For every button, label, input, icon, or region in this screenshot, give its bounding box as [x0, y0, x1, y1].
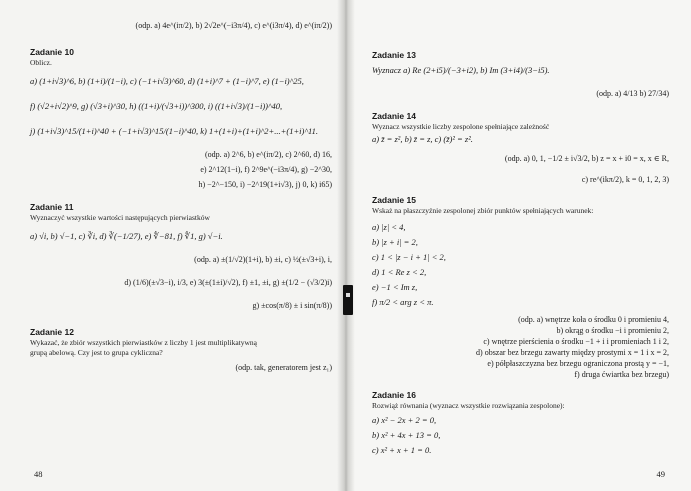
- task-10-row-1: a) (1+i√3)^6, b) (1+i)/(1−i), c) (−1+i√3)^60, d) (1+i)^7 + (1−i)^7, e) (1−i)^25,: [30, 76, 304, 86]
- task-14-instruction: Wyznacz wszystkie liczby zespolone spełniające zależność: [372, 122, 550, 131]
- task-15-answer-f: f) druga ćwiartka bez brzegu): [574, 370, 669, 379]
- task-12-title: Zadanie 12: [30, 327, 74, 337]
- book-gutter: [337, 0, 355, 491]
- task-12-text-2: grupą abelową. Czy jest to grupa cykliczna?: [30, 348, 163, 357]
- page-number-right: 49: [656, 469, 665, 479]
- task-11-title: Zadanie 11: [30, 202, 74, 212]
- task-10-answer-1: (odp. a) 2^6, b) e^(iπ/2), c) 2^60, d) 16,: [204, 150, 332, 159]
- task-14-row: a) z̄ = z², b) z̄ = z, c) (z̄)² = z².: [372, 134, 473, 144]
- task-16-item-a: a) x² − 2x + 2 = 0,: [372, 415, 437, 425]
- task-15-answer-b: b) okrąg o środku −i i promieniu 2,: [556, 326, 669, 335]
- binding-clip: [343, 285, 353, 315]
- task-15-item-e: e) −1 < Im z,: [372, 282, 418, 292]
- task-15-item-d: d) 1 < Re z < 2,: [372, 267, 427, 277]
- task-15-item-b: b) |z + i| = 2,: [372, 237, 418, 247]
- task-14-answer-1: (odp. a) 0, 1, −1/2 ± i√3/2, b) z = x + i0 = x, x ∈ R,: [504, 154, 669, 163]
- task-14-answer-2: c) re^(ikπ/2), k = 0, 1, 2, 3): [581, 175, 669, 184]
- task-10-row-2: f) (√2+i√2)^9, g) (√3+i)^30, h) ((1+i)/(√3+i))^300, i) ((1+i√3)/(1−i))^40,: [30, 101, 283, 111]
- task-16-title: Zadanie 16: [372, 390, 416, 400]
- task-12-text-1: Wykazać, że zbiór wszystkich pierwiastków z liczby 1 jest multiplikatywną: [30, 338, 257, 347]
- task-13-text: Wyznacz a) Re (2+i5)/(−3+i2), b) Im (3+i4)/(3−i5).: [372, 65, 550, 75]
- task-11-answer-1: (odp. a) ±(1/√2)(1+i), b) ±i, c) ½(±√3+i), i,: [194, 255, 332, 264]
- task-11-row: a) √i, b) √−1, c) ∛i, d) ∛(−1/27), e) ∜−81, f) ∜1, g) √−i.: [30, 231, 223, 241]
- task-10-title: Zadanie 10: [30, 47, 74, 57]
- task-15-instruction: Wskaż na płaszczyźnie zespolonej zbiór punktów spełniających warunek:: [372, 206, 594, 215]
- top-answer: (odp. a) 4e^(iπ/2), b) 2√2e^(−i3π/4), c) e^(i3π/4), d) e^(iπ/2)): [135, 21, 332, 30]
- task-11-instruction: Wyznaczyć wszystkie wartości następujących pierwiastków: [30, 213, 210, 222]
- binding-clip-hole: [346, 293, 350, 297]
- task-16-item-b: b) x² + 4x + 13 = 0,: [372, 430, 441, 440]
- task-15-answer-a: (odp. a) wnętrze koła o środku 0 i promieniu 4,: [518, 315, 669, 324]
- right-page: [346, 0, 691, 491]
- task-11-answer-2: d) (1/6)(±√3−i), i/3, e) 3(±(1±i)/√2), f) ±1, ±i, g) ±(1/2 − (√3/2)i): [124, 278, 332, 287]
- task-10-instruction: Oblicz.: [30, 58, 52, 67]
- task-15-title: Zadanie 15: [372, 195, 416, 205]
- task-10-answer-2: e) 2^12(1−i), f) 2^9e^(−i3π/4), g) −2^30,: [200, 165, 332, 174]
- task-12-answer: (odp. tak, generatorem jest z₁): [235, 363, 332, 372]
- task-13-title: Zadanie 13: [372, 50, 416, 60]
- task-11-answer-3: g) ±cos(π/8) ± i sin(π/8)): [252, 301, 332, 310]
- task-15-item-a: a) |z| < 4,: [372, 222, 406, 232]
- task-13-answer: (odp. a) 4/13 b) 27/34): [596, 89, 669, 98]
- task-16-instruction: Rozwiąż równania (wyznacz wszystkie rozwiązania zespolone):: [372, 401, 565, 410]
- page-number-left: 48: [34, 469, 43, 479]
- task-15-item-c: c) 1 < |z − i + 1| < 2,: [372, 252, 446, 262]
- task-15-answer-e: e) półpłaszczyzna bez brzegu ograniczona prostą y = −1,: [487, 359, 669, 368]
- task-15-answer-c: c) wnętrze pierścienia o środku −1 + i i promieniach 1 i 2,: [483, 337, 669, 346]
- task-15-answer-d: d) obszar bez brzegu zawarty między prostymi x = 1 i x = 2,: [476, 348, 669, 357]
- task-10-answer-3: h) −2^−150, i) −2^19(1+i√3), j) 0, k) i65): [198, 180, 332, 189]
- task-15-item-f: f) π/2 < arg z < π.: [372, 297, 434, 307]
- task-14-title: Zadanie 14: [372, 111, 416, 121]
- task-10-row-3: j) (1+i√3)^15/(1+i)^40 + (−1+i√3)^15/(1−i)^40, k) 1+(1+i)+(1+i)^2+...+(1+i)^11.: [30, 126, 318, 136]
- task-16-item-c: c) x² + x + 1 = 0.: [372, 445, 432, 455]
